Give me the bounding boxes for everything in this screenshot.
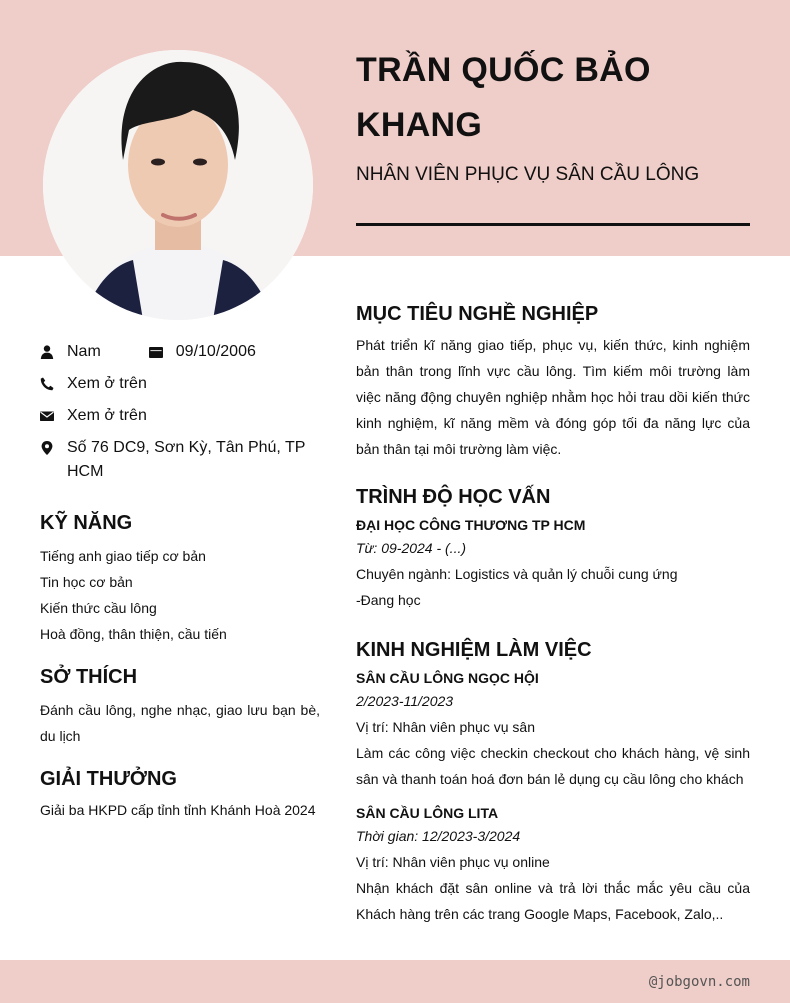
job-role: Vị trí: Nhân viên phục vụ sân xyxy=(356,719,535,735)
education-section xyxy=(356,483,750,613)
education-status: -Đang học xyxy=(356,592,421,608)
skill-item: Tin học cơ bản xyxy=(40,574,133,590)
address-text: Số 76 DC9, Sơn Kỳ, Tân Phú, TP HCM xyxy=(67,439,306,480)
skill-item: Hoà đồng, thân thiện, cầu tiến xyxy=(40,626,227,642)
footer-brand: @jobgovn.com xyxy=(648,974,750,990)
calendar-icon xyxy=(149,340,163,364)
gender-text: Nam xyxy=(67,343,101,360)
title-divider xyxy=(356,223,750,226)
contact-row-email xyxy=(40,404,320,436)
experience-section xyxy=(356,636,750,927)
job-description: Nhận khách đặt sân online và trả lời thắc mắc yêu cầu của Khách hàng trên các trang Google Maps, Facebook, Zalo,.. xyxy=(356,880,750,922)
job-description: Làm các công việc checkin checkout cho khách hàng, vệ sinh sân và thanh toán hoá đơn bán lẻ dụng cụ cầu lông cho khách xyxy=(356,745,750,787)
hobbies-section xyxy=(40,663,320,749)
contact-info xyxy=(40,340,320,484)
email-text: Xem ở trên xyxy=(67,407,147,424)
phone-icon xyxy=(40,372,54,396)
mail-icon xyxy=(40,404,54,428)
dob-text: 09/10/2006 xyxy=(175,343,256,360)
skill-item: Kiến thức cầu lông xyxy=(40,600,157,616)
education-heading: TRÌNH ĐỘ HỌC VẤN xyxy=(356,486,551,508)
education-major: Chuyên ngành: Logistics và quản lý chuỗi cung ứng xyxy=(356,566,678,582)
employer-name: SÂN CẦU LÔNG NGỌC HỘI xyxy=(356,670,539,686)
location-pin-icon xyxy=(40,436,54,460)
experience-entry xyxy=(356,668,750,792)
objective-heading: MỤC TIÊU NGHỀ NGHIỆP xyxy=(356,303,599,325)
gender-item xyxy=(40,340,101,364)
employer-name: SÂN CẦU LÔNG LITA xyxy=(356,805,499,821)
job-period: Thời gian: 12/2023-3/2024 xyxy=(356,828,521,844)
person-icon xyxy=(40,340,54,364)
awards-heading: GIẢI THƯỞNG xyxy=(40,768,177,790)
skills-section xyxy=(40,509,320,647)
school-name: ĐẠI HỌC CÔNG THƯƠNG TP HCM xyxy=(356,517,586,533)
contact-row-address xyxy=(40,436,320,484)
skill-item: Tiếng anh giao tiếp cơ bản xyxy=(40,548,206,564)
profile-photo xyxy=(43,50,313,320)
awards-section xyxy=(40,765,320,823)
candidate-name: TRẦN QUỐC BẢO KHANG xyxy=(356,51,651,144)
experience-heading: KINH NGHIỆM LÀM VIỆC xyxy=(356,639,592,661)
objective-text: Phát triển kĩ năng giao tiếp, phục vụ, kiến thức, kinh nghiệm bản thân trong lĩnh vực cầu lông. Tìm kiếm môi trường làm việc năng động chuyên nghiệp nhằm học hỏi trau dồi kiến thức kinh nghiệm, kĩ năng mềm và đóng góp tối đa năng lực của bản thân tại môi trường làm việc. xyxy=(356,337,750,457)
phone-text: Xem ở trên xyxy=(67,375,147,392)
contact-row-phone xyxy=(40,372,320,404)
job-title: NHÂN VIÊN PHỤC VỤ SÂN CẦU LÔNG xyxy=(356,164,700,185)
awards-text: Giải ba HKPD cấp tỉnh tỉnh Khánh Hoà 2024 xyxy=(40,802,316,818)
objective-section xyxy=(356,300,750,462)
dob-item xyxy=(149,340,256,364)
job-period: 2/2023-11/2023 xyxy=(356,693,454,709)
contact-row-personal xyxy=(40,340,320,372)
job-role: Vị trí: Nhân viên phục vụ online xyxy=(356,854,550,870)
hobbies-heading: SỞ THÍCH xyxy=(40,666,138,688)
education-period: Từ: 09-2024 - (...) xyxy=(356,540,467,556)
hobbies-text: Đánh cầu lông, nghe nhạc, giao lưu bạn bè, du lịch xyxy=(40,702,320,744)
experience-entry xyxy=(356,803,750,927)
skills-heading: KỸ NĂNG xyxy=(40,512,133,534)
profile-photo-illustration xyxy=(43,50,313,320)
